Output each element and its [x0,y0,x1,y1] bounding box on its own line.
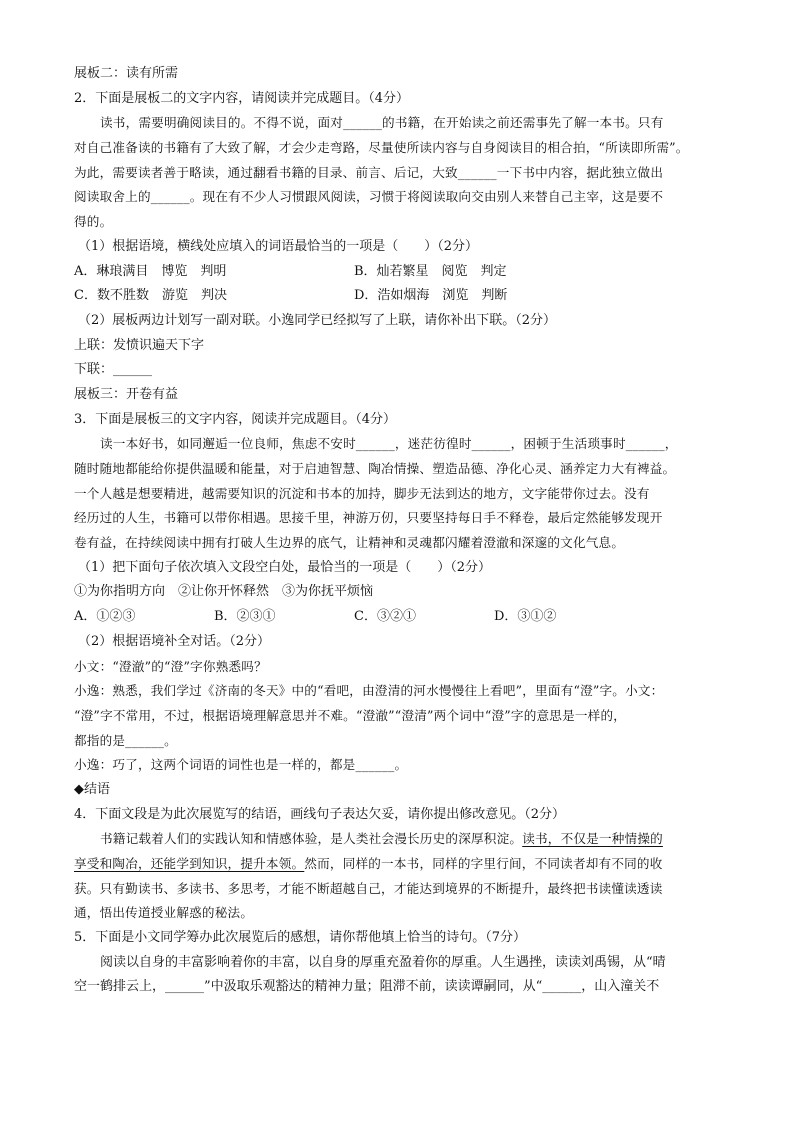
conclusion-para-line [74,852,726,877]
board3-para-line: 随时随地都能给你提供温暖和能量，对于启迪智慧、陶冶情操、塑造品德、净化心灵、涵养定力大有裨益。 [74,461,676,476]
dialog-line: 小逸：巧了，这两个词语的词性也是一样的，都是______。 [74,757,408,773]
q2-1-options-row [74,260,726,285]
board2-para-line: 得的。 [74,214,113,230]
conclusion-heading: ◆结语 [74,781,110,797]
underlined-sentence: 享受和陶冶，还能学到知识，提升本领。 [74,856,305,871]
q3-stem: 3．下面是展板三的文字内容，阅读并完成题目。（4分） [74,411,397,427]
option-a: A．琳琅满目 博览 判明 [74,263,227,279]
conclusion-text: 然而，同样的一本书，同样的字里行间，不同读者却有不同的收 [304,856,663,871]
conclusion-text: 书籍记载着人们的实践认知和情感体验，是人类社会漫长历史的深厚积淀。 [100,831,523,847]
exam-page [74,62,726,1000]
q2-2-stem: （2）展板两边计划写一副对联。小逸同学已经拟写了上联，请你补出下联。（2分） [78,312,557,328]
board3-para-line: 卷有益，在持续阅读中拥有打破人生边界的底气，让精神和灵魂都闪耀着澄澈和深邃的文化气息。 [74,535,625,551]
board2-para-line: 阅读取舍上的______。现在有不少人习惯跟风阅读，习惯于将阅读取向交由别人来替自己主宰，这是要不 [74,189,664,205]
conclusion-para-line: 获。只有勤读书、多读书、多思考，才能不断超越自己，才能达到境界的不断提升，最终把书读懂读透读 [74,880,663,896]
q4-stem: 4．下面文段是为此次展览写的结语，画线句子表达欠妥，请你提出修改意见。（2分） [74,806,566,822]
dialog-line: “澄”字不常用，不过，根据语境理解意思并不难。“澄澈”“澄清”两个词中“澄”字的意思是一样的， [74,707,627,723]
q2-1-stem: （1）根据语境，横线处应填入的词语最恰当的一项是（ ）（2分） [78,238,479,254]
option-c: C．数不胜数 游览 判决 [74,288,227,304]
q5-para-line: 阅读以自身的丰富影响着你的丰富，以自身的厚重充盈着你的厚重。人生遇挫，读读刘禹锡，从“晴 [100,954,666,970]
q3-1-sentences: ①为你指明方向 ②让你开怀释然 ③为你抚平烦恼 [74,584,374,600]
underlined-sentence: 读书，不仅是一种情操的 [522,831,663,847]
board2-heading: 展板二：读有所需 [74,66,179,81]
option-b: B．②③① [214,609,276,625]
q5-para-line: 空一鹤排云上，______”中汲取乐观豁达的精神力量；阻滞不前，读读谭嗣同，从“______，山入潼关不 [74,979,660,995]
option-c: C．③②① [354,609,416,625]
option-d: D．③①② [494,609,557,625]
q3-2-stem: （2）根据语境补全对话。（2分） [78,633,271,649]
board2-para-line: 为此，需要读者善于略读，通过翻看书籍的目录、前言、后记，大致______一下书中内容，据此独立做出 [74,164,664,180]
couplet-lower: 下联：______ [74,362,153,378]
board3-heading: 展板三：开卷有益 [74,386,179,402]
conclusion-para-line: 通，悟出传道授业解惑的秘法。 [74,905,254,921]
dialog-line: 都指的是______。 [74,732,177,748]
couplet-upper: 上联：发愤识遍天下字 [74,337,205,353]
q3-1-options-row [74,605,726,630]
q3-1-stem: （1）把下面句子依次填入文段空白处，最恰当的一项是（ ）（2分） [78,559,492,575]
board2-para-line: 读书，需要明确阅读目的。不得不说，面对______的书籍，在开始读之前还需事先了解一本书。只有 [100,115,664,131]
board2-para-line: 对自己准备读的书籍有了大致了解，才会少走弯路，尽量使所读内容与自身阅读目的相合拍，“所读即所需”。 [74,140,689,156]
board3-para-line: 读一本好书，如同邂逅一位良师，焦虑不安时______，迷茫彷徨时______，困顿于生活琐事时______， [100,436,678,452]
board3-para-line: 经历过的人生，书籍可以带你相遇。思接千里，神游万仞，只要坚持每日手不释卷，最后定然能够发现开 [74,510,663,526]
board3-para-line: 一个人越是想要精进，越需要知识的沉淀和书本的加持，脚步无法到达的地方，文字能带你过去。没有 [74,485,650,501]
option-b: B．灿若繁星 阅览 判定 [354,263,507,279]
conclusion-para-line [74,827,726,852]
dialog-line: 小逸：熟悉，我们学过《济南的冬天》中的“看吧，由澄清的河水慢慢往上看吧”，里面有“澄”字。小文： [74,683,664,699]
option-d: D．浩如烟海 浏览 判断 [354,288,508,304]
q5-stem: 5．下面是小文同学筹办此次展览后的感想，请你帮他填上恰当的诗句。（7分） [74,930,527,946]
dialog-line: 小文：“澄澈”的“澄”字你熟悉吗？ [74,658,267,674]
option-a: A．①②③ [74,609,136,625]
q2-1-options-row [74,284,726,309]
q2-stem: 2．下面是展板二的文字内容，请阅读并完成题目。（4分） [74,90,410,106]
